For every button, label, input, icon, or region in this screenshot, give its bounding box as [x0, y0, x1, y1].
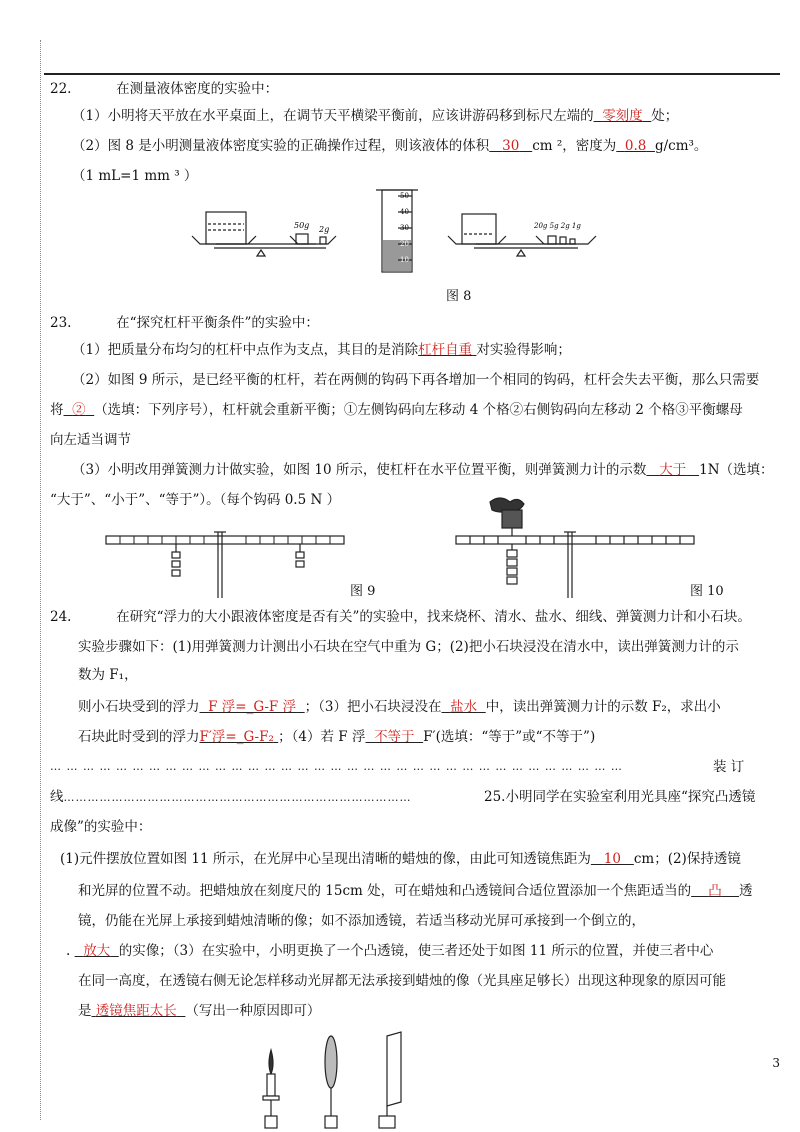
q25-answer2: 凸 — [708, 883, 722, 899]
q23-part3-line2: “大于”、“小于”、“等于”）。（每个钩码 0.5 N ） — [50, 492, 341, 508]
figure-11-optical-bench — [255, 1030, 415, 1130]
q25-answer4: 透镜焦距太长 — [95, 1003, 177, 1019]
q24-part-buoyancy2: 石块此时受到的浮力F′浮=_G-F₂ ；（4）若 F 浮 不等于 F′(选填：“等于”或“不等于”) — [78, 729, 596, 745]
figure-9-lever — [100, 528, 350, 598]
q25-title-line2: 成像”的实验中： — [50, 819, 152, 835]
candle — [263, 1050, 279, 1128]
q24-number: 24. — [50, 609, 72, 625]
cylinder-tick: 40 — [400, 208, 409, 216]
figure-10-lever — [450, 492, 700, 598]
figure-9-caption: 图 9 — [350, 584, 376, 599]
q25-answer1: 10 — [603, 851, 621, 867]
q24-title: 在研究“浮力的大小跟液体密度是否有关”的实验中，找来烧杯、清水、盐水、细线、弹簧测力计和小石块。 — [116, 609, 751, 625]
q23-title: 在“探究杠杆平衡条件”的实验中： — [116, 315, 319, 331]
q25-title: 25.小明同学在实验室利用光具座“探究凸透镜 — [484, 789, 756, 805]
q23-header — [50, 314, 319, 332]
q24-answer2: 盐水 — [450, 699, 478, 715]
q24-header — [50, 608, 751, 626]
balance-left — [192, 212, 336, 256]
q25-part3-cont: 在同一高度，在透镜右侧无论怎样移动光屏都无法承接到蜡烛的像（光具座足够长）出现这种现象的原因可能 — [78, 973, 726, 989]
q23-part2-line1: （2）如图 9 所示，是已经平衡的杠杆，若在两侧的钩码下再各增加一个相同的钩码，杠杆会失去平衡，那么只需要 — [72, 372, 760, 388]
q23-answer2: ② — [72, 402, 86, 418]
q25-answer3: 放大 — [83, 943, 111, 959]
figure-10-caption: 图 10 — [690, 584, 724, 599]
header-rule — [44, 73, 780, 75]
q24-answer4: 不等于 — [374, 729, 415, 745]
q22-answer2: 30 — [502, 138, 520, 154]
binding-dots-row2: …………………………………………………………………………… — [63, 791, 412, 804]
binding-margin-line — [40, 40, 41, 1120]
q24-f1: 数为 F₁， — [78, 667, 138, 683]
q22-part1: （1）小明将天平放在水平桌面上，在调节天平横梁平衡前，应该讲游码移到标尺左端的 零刻度 处； — [72, 108, 679, 124]
q22-note: （1 mL=1 mm ³ ） — [72, 168, 198, 184]
weight-label-set: 20g 5g 2g 1g — [534, 222, 581, 230]
q25-part3-end: 是 透镜焦距太长 （写出一种原因即可） — [78, 1003, 321, 1019]
q25-part2-cont: 镜，仍能在光屏上承接到蜡烛清晰的像；如不添加透镜，若适当移动光屏可承接到一个倒立的， — [78, 913, 645, 929]
q25-part3: . 放大 的实像；（3）在实验中，小明更换了一个凸透镜，使三者还处于如图 11 所示的位置，并使三者中心 — [66, 943, 714, 959]
q25-part1: (1)元件摆放位置如图 11 所示，在光屏中心呈现出清晰的蜡烛的像，由此可知透镜焦距为 10 cm；(2)保持透镜 — [60, 851, 741, 867]
binding-row2 — [50, 788, 412, 807]
figure-8 — [186, 188, 606, 273]
q22-number: 22. — [50, 81, 72, 97]
weight-label-50g: 50g — [294, 221, 310, 230]
cylinder-tick: 50 — [400, 192, 409, 200]
q23-answer1: 杠杆自重 — [418, 342, 473, 358]
q23-answer3: 大于 — [659, 462, 687, 478]
cylinder-tick: 30 — [400, 224, 409, 232]
q24-answer3: F′浮=_G-F₂ — [199, 729, 274, 745]
figure-8-caption: 图 8 — [446, 289, 472, 304]
q23-part3: （3）小明改用弹簧测力计做实验，如图 10 所示，使杠杆在水平位置平衡，则弹簧测力计的示数 大于 1N（选填： — [72, 462, 774, 478]
q24-steps: 实验步骤如下：(1)用弹簧测力计测出小石块在空气中重为 G；(2)把小石块浸没在清水中，读出弹簧测力计的示 — [78, 639, 739, 655]
q22-answer3: 0.8 — [624, 138, 647, 154]
cylinder-tick: 10 — [400, 256, 409, 264]
q23-part1: （1）把质量分布均匀的杠杆中点作为支点，其目的是消除杠杆自重 对实验得影响； — [72, 342, 571, 358]
q23-number: 23. — [50, 315, 72, 331]
q23-part2-line3: 向左适当调节 — [50, 432, 131, 448]
q24-part-buoyancy1: 则小石块受到的浮力 F 浮=_G-F 浮 ；（3）把小石块浸没在 盐水 中，读出弹簧测力计的示数 F₂，求出小 — [78, 699, 721, 715]
binding-label-bottom: 线 — [50, 789, 64, 805]
q22-title: 在测量液体密度的实验中： — [116, 81, 279, 97]
binding-dots-row1: … … … … … … … … … … … … … … … … … … … … … … … … … … … … … … … … … … … — [50, 760, 623, 773]
q22-header — [50, 80, 278, 98]
weight-label-2g: 2g — [319, 225, 330, 234]
q25-part2: 和光屏的位置不动。把蜡烛放在刻度尺的 15cm 处，可在蜡烛和凸透镜间合适位置添加一个焦距适当的 凸 透 — [78, 883, 753, 899]
q22-part2: （2）图 8 是小明测量液体密度实验的正确操作过程，则该液体的体积 30 cm ²，密度为 0.8 g/cm³。 — [72, 138, 708, 154]
graduated-cylinder — [376, 190, 418, 272]
q22-answer1: 零刻度 — [602, 108, 643, 124]
page-number: 3 — [772, 1056, 780, 1070]
light-screen — [379, 1032, 401, 1128]
q24-answer1: F 浮=_G-F 浮 — [208, 699, 297, 715]
balance-right — [448, 214, 596, 256]
convex-lens — [325, 1036, 337, 1128]
binding-label-top: 装 订 — [713, 759, 745, 775]
q23-part2-line2: 将 ② （选填：下列序号），杠杆就会重新平衡；①左侧钩码向左移动 4 个格②右侧钩码向左移动 2 个格③平衡螺母 — [50, 402, 743, 418]
cylinder-tick: 20 — [400, 240, 409, 248]
